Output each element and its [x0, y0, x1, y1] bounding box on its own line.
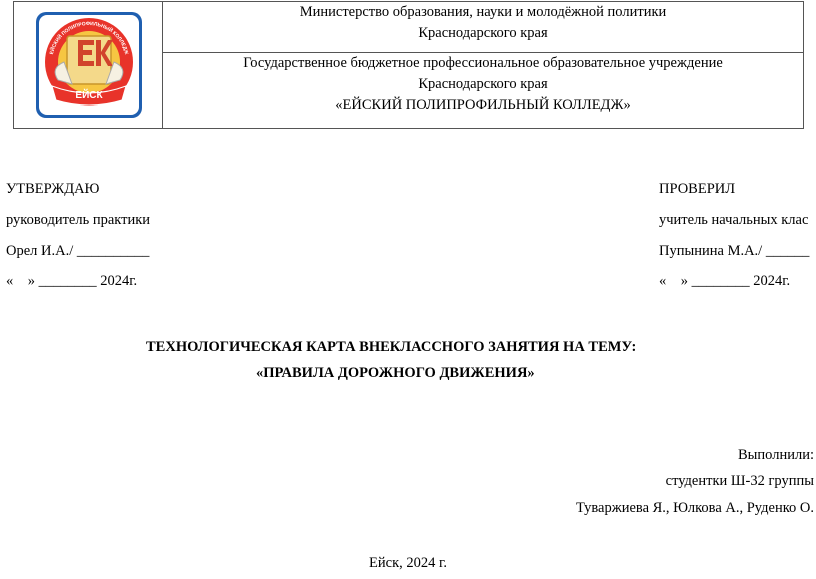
college-logo-icon [34, 10, 144, 120]
approve-role: руководитель практики [6, 212, 151, 228]
ministry-line-1: Министерство образования, науки и молодёжной политики [299, 4, 667, 20]
header-table [13, 1, 804, 129]
approve-name: Орел И.А./ __________ [6, 243, 150, 259]
check-title: ПРОВЕРИЛ [659, 181, 736, 197]
document-title-line-1: ТЕХНОЛОГИЧЕСКАЯ КАРТА ВНЕКЛАССНОГО ЗАНЯТИЯ НА ТЕМУ: [146, 339, 637, 355]
approve-date: « » ________ 2024г. [6, 273, 138, 289]
place-year: Ейск, 2024 г. [369, 555, 447, 571]
ministry-line-2: Краснодарского края [418, 25, 548, 41]
check-name: Пупынина М.А./ ______ [659, 243, 810, 259]
document-title-line-2: «ПРАВИЛА ДОРОЖНОГО ДВИЖЕНИЯ» [256, 365, 535, 381]
institution-cell [163, 53, 804, 129]
check-role: учитель начальных клас [659, 212, 809, 228]
college-logo [34, 10, 144, 120]
institution-line-1: Государственное бюджетное профессиональное образовательное учреждение [243, 55, 723, 72]
logo-text: ЕЙСК [75, 90, 103, 101]
logo-ring-text: ЕЙСКИЙ ПОЛИПРОФИЛЬНЫЙ КОЛЛЕДЖ [48, 20, 130, 56]
institution-line-3: «ЕЙСКИЙ ПОЛИПРОФИЛЬНЫЙ КОЛЛЕДЖ» [335, 97, 631, 114]
authors-group: студентки Ш-32 группы [665, 473, 814, 489]
logo-cell [14, 2, 163, 129]
check-date: « » ________ 2024г. [659, 273, 791, 289]
approve-title: УТВЕРЖДАЮ [6, 181, 100, 197]
ministry-cell [163, 2, 804, 53]
authors-label: Выполнили: [737, 447, 814, 463]
institution-line-2: Краснодарского края [418, 76, 548, 93]
authors-names: Туваржиева Я., Юлкова А., Руденко О. [575, 500, 814, 516]
